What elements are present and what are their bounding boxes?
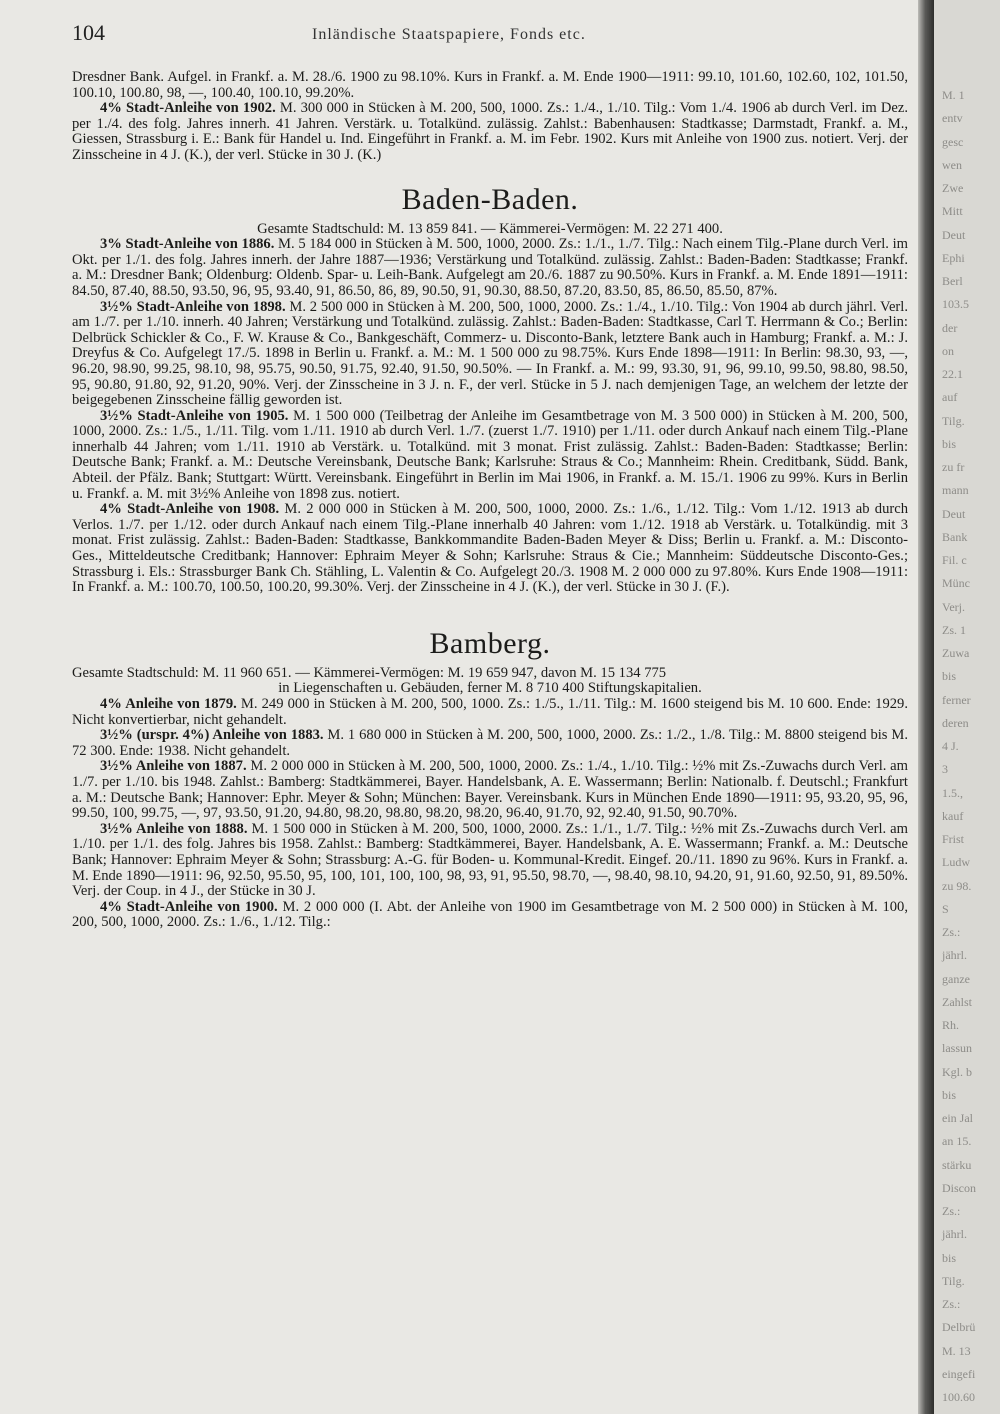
adjacent-page-fragment: Mitt <box>942 204 963 218</box>
adjacent-page-fragment: Münc <box>942 576 970 590</box>
adjacent-page-fragment: M. 13 <box>942 1344 971 1358</box>
adjacent-page-fragment: gesc <box>942 135 964 149</box>
adjacent-page-fragment: Berl <box>942 274 963 288</box>
adjacent-page-fragment: Tilg. <box>942 1274 965 1288</box>
adjacent-page-fragment: 1.5., <box>942 786 963 800</box>
running-title: Inländische Staatspapiere, Fonds etc. <box>312 26 586 43</box>
loan-details: M. 2 000 000 (I. Abt. der Anleihe von 1900 im Gesamtbetrage von M. 2 500 000) in Stücken à M. 100, 200, 500, 1000, 2000. Zs.: 1./6., 1./12. Tilg.: <box>72 898 909 931</box>
page-body <box>72 70 908 931</box>
adjacent-page-fragment: bis <box>942 437 957 451</box>
adjacent-page-fragment: Zuwa <box>942 646 970 660</box>
adjacent-page-fragment: bis <box>942 669 957 683</box>
adjacent-page-fragment: Zs.: <box>942 1297 961 1311</box>
adjacent-page-fragment: M. 1 <box>942 88 965 102</box>
loan-details: M. 2 500 000 in Stücken à M. 200, 500, 1000, 2000. Zs.: 1./4., 1./10. Tilg.: Von 1904 ab durch jährl. Verl. am 1./7. per 1./10. innerh. 40 Jahren; Verstärkung und Totalkünd. zulässig. Zahlst.: Baden-Baden: Stadtkasse, Carl T. Herrmann & Co.; Berlin: Delbrück Schickler & Co., F. W. Krause & Co., Bankgeschäft, Commerz- u. Disconto-Bank, letztere Bank auch in Hamburg; Frankf. a. M.: J. Dreyfus & Co. Aufgelegt 17./5. 1898 in Berlin u. Frankf. a. M.: M. 1 500 000 zu 98.75%. Kurs Ende 1898—1911: In Berlin: 98.30, 93, —, 96.20, 98.90, 99.25, 98.10, 98, 95.75, 90.50, 91.75, 92.40, 91.50, 90.50%. — In Frankf. a. M.: 99, 93.30, 91, 96, 99.10, 99.50, 98.80, 98.50, 95, 90.80, 91.80, 92, 91.20, 90%. Verj. der Zinsscheine in 3 J. n. F., der verl. Stücke in 5 J. nach demjenigen Tage, an welchem der letzte der beigegebenen Zinsscheine fällig geworden ist. <box>72 298 908 409</box>
loan-heading: 3½% (urspr. 4%) Anleihe von 1883. <box>100 727 324 744</box>
adjacent-page-fragment: bis <box>942 1251 957 1265</box>
adjacent-page-fragment: mann <box>942 483 969 497</box>
adjacent-page-fragment: bis <box>942 1088 957 1102</box>
loan-details: M. 1 500 000 in Stücken à M. 200, 500, 1000, 2000. Zs.: 1./1., 1./7. Tilg.: ½% mit Zs.-Zuwachs durch Verl. am 1./10. per 1./1. des folg. Jahres bis 1958. Zahlst.: Bamberg: Stadtkämmerei, Bayer. Handelsbank, A. E. Wassermann; Frankf. a. M.: Deutsche Bank; Hannover: Ephraim Meyer & Sohn; Strassburg: A.-G. für Boden- u. Kommunal-Kredit. Eingef. 20./11. 1890 zu 96%. Kurs in Frankf. a. M. Ende 1890—1911: 96, 92.50, 95.50, 95, 100, 101, 100, 100, 98, 93, 91, 95.50, 98.70, —, 98.40, 98.10, 94.20, 91, 91.60, 92.50, 91, 89.50%. Verj. der Coup. in 4 J., der Stücke in 30 J. <box>72 820 909 900</box>
adjacent-page-fragment: 3 <box>942 762 948 776</box>
section-title-bamberg: Bamberg. <box>429 626 551 660</box>
adjacent-page-fragment: Bank <box>942 530 968 544</box>
adjacent-page-fragment: Frist <box>942 832 965 846</box>
adjacent-page-edge <box>934 0 1000 1414</box>
adjacent-page-fragment: ein Jal <box>942 1111 973 1125</box>
dresden-continuation-paragraph: Dresdner Bank. Aufgel. in Frankf. a. M. 28./6. 1900 zu 98.10%. Kurs in Frankf. a. M. Ende 1900—1911: 99.10, 101.60, 102.60, 102, 101.50, 100.10, 100.80, 98, —, 100.40, 100.10, 99.20%. <box>72 69 908 101</box>
loan-details: M. 2 000 000 in Stücken à M. 200, 500, 1000, 2000. Zs.: 1./4., 1./10. Tilg.: ½% mit Zs.-Zuwachs durch Verl. am 1./7. per 1./10. bis 1948. Zahlst.: Bamberg: Stadtkämmerei, Bayer. Handelsbank, A. E. Wassermann; Berlin: Nationalb. f. Deutschl.; Frankfurt a. M.: Deutsche Bank; Hannover: Ephr. Meyer & Sohn; München: Bayer. Vereinsbank. Kurs in München Ende 1890—1911: 95, 93.20, 95, 96, 99.50, 100, 99.75, —, 97, 93.50, 91.20, 94.80, 98.20, 98.80, 98.20, 98.20, 96.40, 91.70, 92, 92.40, 91.50, 90.70%. <box>72 758 909 822</box>
baden-loan-1886-paragraph <box>72 237 908 299</box>
loan-heading: 3½% Anleihe von 1887. <box>100 758 247 775</box>
adjacent-page-fragment: 4 J. <box>942 739 959 753</box>
adjacent-page-fragment: Deut <box>942 507 966 521</box>
bamberg-loan-1883-paragraph <box>72 728 908 759</box>
adjacent-page-fragment: Zs.: <box>942 1204 961 1218</box>
loan-heading: 4% Anleihe von 1879. <box>100 696 237 712</box>
adjacent-page-fragment: an 15. <box>942 1134 972 1148</box>
adjacent-page-fragment: Deut <box>942 228 966 242</box>
adjacent-page-fragment: zu 98. <box>942 879 972 893</box>
loan-heading: 3½% Stadt-Anleihe von 1905. <box>100 407 289 424</box>
bamberg-loan-1879-paragraph <box>72 697 908 728</box>
loan-details: M. 249 000 in Stücken à M. 200, 500, 1000. Zs.: 1./5., 1./11. Tilg.: M. 1600 steigend bis M. 10 600. Ende: 1929. Nicht konvertierbar, nicht gehandelt. <box>72 696 908 728</box>
loan-details: M. 2 000 000 in Stücken à M. 200, 500, 1000, 2000. Zs.: 1./6., 1./12. Tilg.: Vom 1./12. 1913 ab durch Verlos. 1./7. per 1./12. oder durch Ankauf nach einem Tilg.-Plane innerhalb 40 Jahren: vom 1./12. 1918 ab Verstärk. u. Totalkündig. mit 3 monat. Frist zulässig. Zahlst.: Baden-Baden: Stadtkasse, Bankkommandite Baden-Baden Meyer & Diss; Berlin u. Frankf. a. M.: Disconto-Ges., Mitteldeutsche Creditbank; Hannover: Ephraim Meyer & Sohn; Karlsruhe: Straus & Cie.; Mannheim: Süddeutsche Disconto-Ges.; Strassburg i. Els.: Strassburger Bank Ch. Stähling, L. Valentin & Co. Aufgelegt 20./3. 1908 M. 2 000 000 zu 97.80%. Kurs Ende 1908—1911: In Frankf. a. M.: 100.70, 100.50, 100.20, 99.30%. Verj. der Zinsscheine in 4 J. (K.), der verl. Stücke in 30 J. (F.). <box>72 501 908 596</box>
adjacent-page-fragment: lassun <box>942 1041 972 1055</box>
adjacent-page-fragment: S <box>942 902 949 916</box>
adjacent-page-fragment: jährl. <box>942 1227 967 1241</box>
baden-loan-1898-paragraph <box>72 300 908 409</box>
loan-heading: 4% Stadt-Anleihe von 1908. <box>100 501 280 518</box>
loan-heading: 4% Stadt-Anleihe von 1902. <box>100 100 276 117</box>
adjacent-page-fragment: kauf <box>942 809 964 823</box>
loan-details: M. 1 500 000 (Teilbetrag der Anleihe im Gesamtbetrage von M. 3 500 000) in Stücken à M. 200, 500, 1000, 2000. Zs.: 1./5., 1./11. Tilg. vom 1./11. 1910 ab durch Verl. 1./7. (zuerst 1./7. 1910) per 1./11. oder durch Ankauf nach einem Tilg.-Plane innerhalb 44 Jahren; vom 1./11. 1910 ab Verstärk. u. Totalkünd. mit 3 monat. Frist zulässig. Zahlst.: Baden-Baden: Stadtkasse; Berlin: Deutsche Bank; Frankf. a. M.: Deutsche Vereinsbank, Deutsche Bank; Karlsruhe: Straus & Co.; Mannheim: Rhein. Creditbank, Südd. Bank, Abteil. der Pfälz. Bank; Stuttgart: Württ. Vereinsbank. Eingeführt in Berlin im Mai 1906, in Frankf. a. M. 15./1. 1906 zu 99%. Kurs in Berlin u. Frankf. a. M. mit 3½% Anleihe von 1898 zus. notiert. <box>72 407 908 502</box>
adjacent-page-fragment: zu fr <box>942 460 965 474</box>
adjacent-page-fragment: 22.1 <box>942 367 963 381</box>
loan-details: M. 300 000 in Stücken à M. 200, 500, 1000. Zs.: 1./4., 1./10. Tilg.: Vom 1./4. 1906 ab durch Verl. im Dez. per 1./4. des folg. Jahres innerh. 41 Jahren. Verstärk. u. Totalkünd. zulässig. Zahlst.: Babenhausen: Stadtkasse; Darmstadt, Frankf. a. M., Giessen, Strassburg i. E.: Bank für Handel u. Ind. Eingeführt in Frankf. a. M. im Febr. 1902. Kurs mit Anleihe von 1900 zus. notiert. Verj. der Zinsscheine in 4 J. (K.), der verl. Stücke in 30 J. (K.) <box>72 100 909 163</box>
adjacent-page-fragment: deren <box>942 716 969 730</box>
adjacent-page-fragment: Zs.: <box>942 925 961 939</box>
adjacent-page-fragment: auf <box>942 390 958 404</box>
bamberg-loan-1887-paragraph <box>72 759 908 821</box>
adjacent-page-fragment: Kgl. b <box>942 1065 972 1079</box>
dresden-loan-1902-paragraph <box>72 101 908 163</box>
adjacent-page-fragment: ferner <box>942 693 971 707</box>
baden-loan-1908-paragraph <box>72 502 908 596</box>
bamberg-debt-summary-line1: Gesamte Stadtschuld: M. 11 960 651. — Kämmerei-Vermögen: M. 19 659 947, davon M. 15 134 775 <box>72 664 667 681</box>
adjacent-page-fragment: wen <box>942 158 962 172</box>
book-gutter-shadow <box>918 0 934 1414</box>
adjacent-page-fragment: Verj. <box>942 600 965 614</box>
adjacent-page-fragment: on <box>942 344 954 358</box>
bamberg-loan-1900-paragraph <box>72 900 908 931</box>
baden-debt-summary: Gesamte Stadtschuld: M. 13 859 841. — Kämmerei-Vermögen: M. 22 271 400. <box>257 220 723 237</box>
loan-heading: 3% Stadt-Anleihe von 1886. <box>100 236 275 253</box>
adjacent-page-fragment: Fil. c <box>942 553 967 567</box>
section-title-baden-baden: Baden-Baden. <box>401 182 579 216</box>
adjacent-page-fragment: stärku <box>942 1158 972 1172</box>
adjacent-page-fragment: ganze <box>942 972 970 986</box>
loan-details: M. 5 184 000 in Stücken à M. 500, 1000, 2000. Zs.: 1./1., 1./7. Tilg.: Nach einem Tilg.-Plane durch Verl. im Okt. per 1./1. des folg. Jahres innerh. der Jahre 1887—1936; Verstärkung und Totalkünd. zulässig. Zahlst.: Baden-Baden: Stadtkasse; Frankf. a. M.: Dresdner Bank; Oldenburg: Oldenb. Spar- u. Leih-Bank. Aufgelegt am 20./6. 1887 zu 90.50%. Kurs in Frankf. a. M. Ende 1891—1911: 84.50, 87.40, 88.50, 93.50, 96, 95, 93.40, 91, 86.50, 86, 89, 90.50, 91, 90.30, 88.50, 87.20, 83.50, 85, 86.50, 85.50, 87%. <box>72 236 908 299</box>
adjacent-page-fragment: entv <box>942 111 963 125</box>
loan-details: M. 1 680 000 in Stücken à M. 200, 500, 1000, 2000. Zs.: 1./2., 1./8. Tilg.: M. 8800 steigend bis M. 72 300. Ende: 1938. Nicht gehandelt. <box>72 727 908 759</box>
adjacent-page-fragment: der <box>942 321 958 335</box>
bamberg-loan-1888-paragraph <box>72 822 908 900</box>
adjacent-page-fragment: jährl. <box>942 948 967 962</box>
adjacent-page-fragment: Ludw <box>942 855 970 869</box>
page-number: 104 <box>72 20 105 45</box>
loan-heading: 3½% Anleihe von 1888. <box>100 820 248 837</box>
page-header <box>72 20 908 50</box>
adjacent-page-fragment: Rh. <box>942 1018 960 1032</box>
adjacent-page-fragment: eingefi <box>942 1367 976 1381</box>
loan-heading: 4% Stadt-Anleihe von 1900. <box>100 898 278 915</box>
adjacent-page-fragment: Discon <box>942 1181 976 1195</box>
bamberg-debt-summary-line2: in Liegenschaften u. Gebäuden, ferner M. 8 710 400 Stiftungskapitalien. <box>278 680 702 697</box>
adjacent-page-fragment: 103.5 <box>942 297 969 311</box>
adjacent-page-fragment: Delbrü <box>942 1320 976 1334</box>
adjacent-page-fragment: Tilg. <box>942 414 965 428</box>
adjacent-page-fragment: 100.60 <box>942 1390 975 1404</box>
adjacent-page-fragment: Ephi <box>942 251 965 265</box>
baden-loan-1905-paragraph <box>72 409 908 503</box>
adjacent-page-fragment: Zwe <box>942 181 964 195</box>
loan-heading: 3½% Stadt-Anleihe von 1898. <box>100 298 286 315</box>
adjacent-page-fragment: Zahlst <box>942 995 972 1009</box>
adjacent-page-fragment: Zs. 1 <box>942 623 966 637</box>
